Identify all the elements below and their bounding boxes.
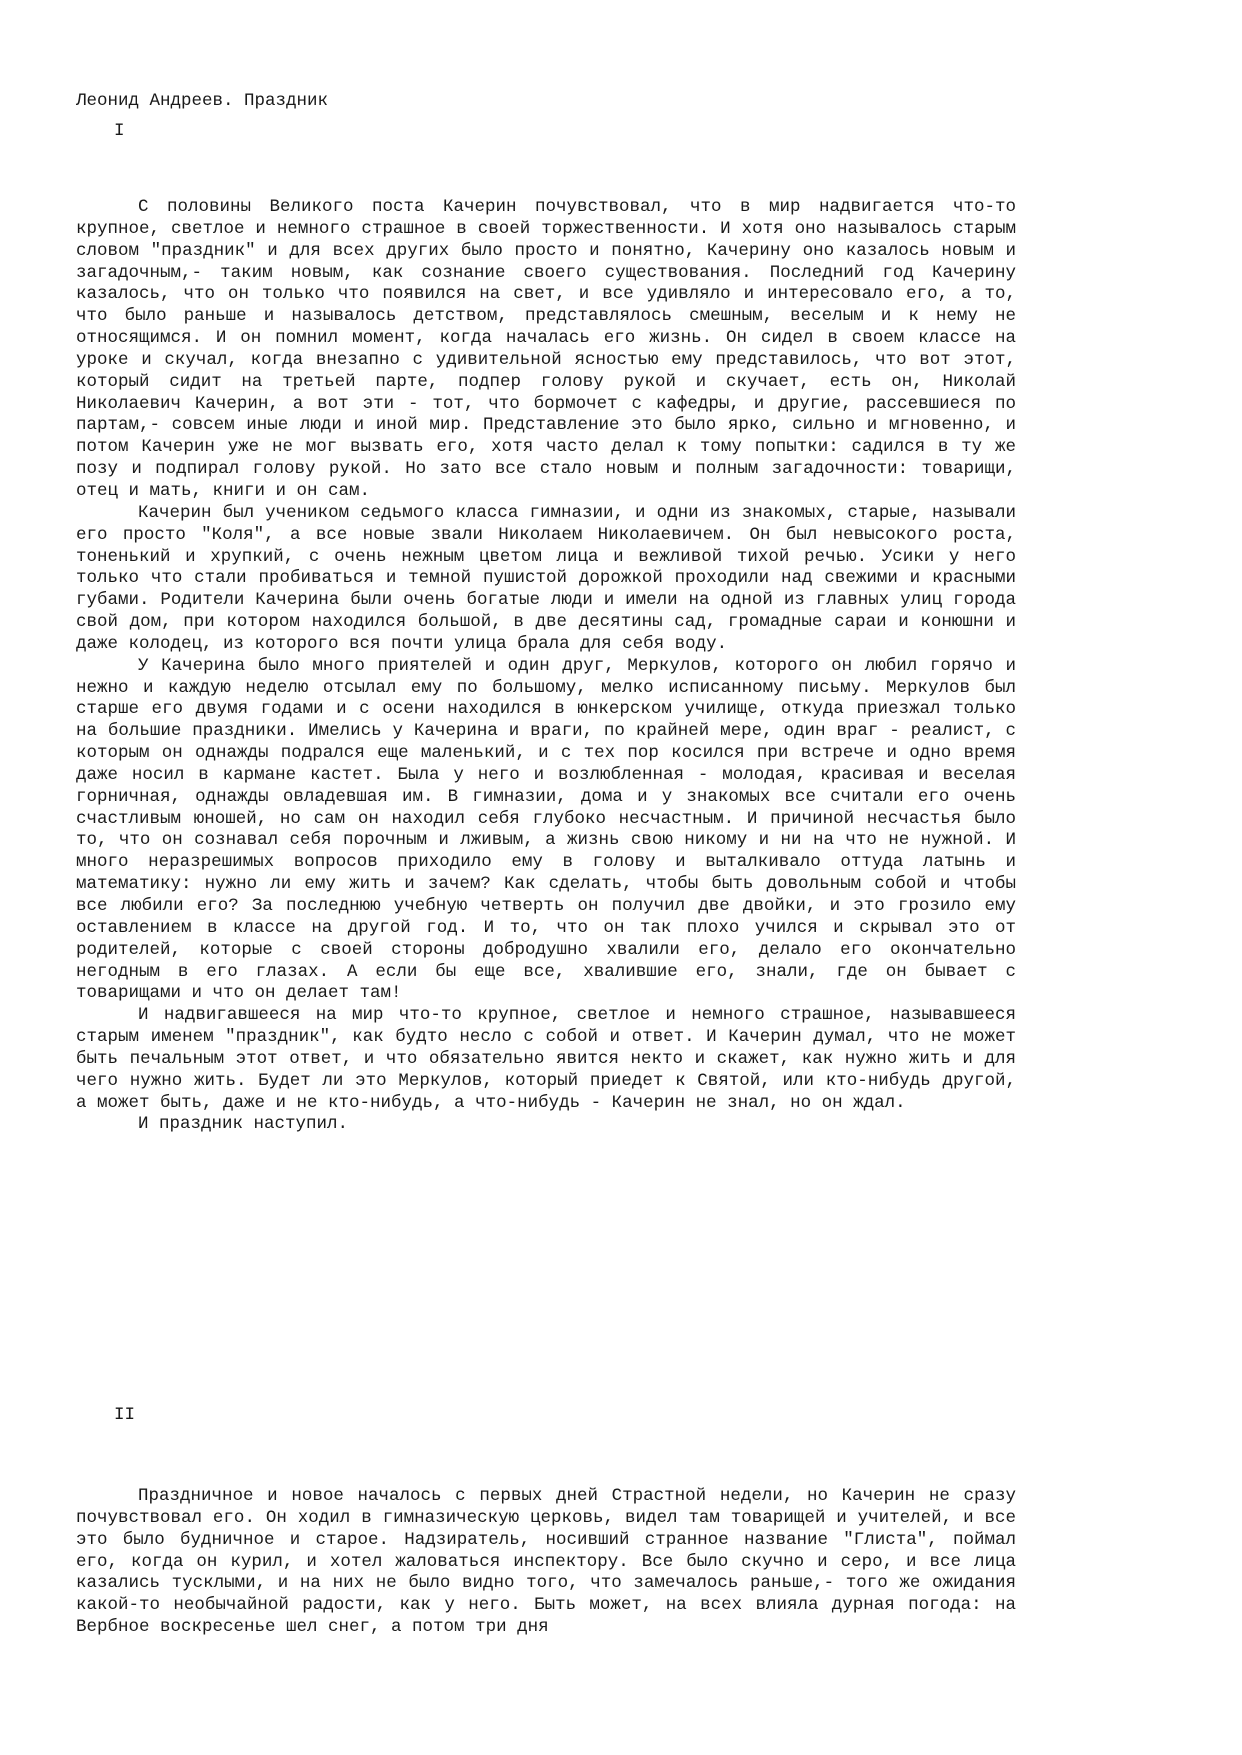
paragraph: Качерин был учеником седьмого класса гимназии, и одни из знакомых, старые, называли его просто "Коля", а все новые звали Николаем Николаевичем. Он был невысокого роста, тоненький и хрупкий, с очень нежным цветом лица и вежливой тихой речью. Усики у него только что стали пробиваться и темной пушистой дорожкой проходили над свежими и красными губами. Родители Качерина были очень богатые люди и имели на одной из главных улиц города свой дом, при котором находился большой, в две десятины сад, громадные сараи и конюшни и даже колодец, из которого вся почти улица брала для себя воду. [76, 502, 1016, 654]
paragraph: И надвигавшееся на мир что-то крупное, светлое и немного страшное, называвшееся старым именем "праздник", как будто несло с собой и ответ. И Качерин думал, что не может быть печальным этот ответ, и что обязательно явится некто и скажет, как нужно жить и для чего нужно жить. Будет ли это Меркулов, который приедет к Святой, или кто-нибудь другой, а может быть, даже и не кто-нибудь, а что-нибудь - Качерин не знал, но он ждал. [76, 1005, 1016, 1113]
paragraph: У Качерина было много приятелей и один друг, Меркулов, которого он любил горячо и нежно и каждую неделю отсылал ему по большому, мелко исписанному письму. Меркулов был старше его двумя годами и с осени находился в юнкерском училище, откуда приезжал только на большие праздники. Имелись у Качерина и враги, по крайней мере, один враг - реалист, с которым он однажды подрался еще маленький, и с тех пор косился при встрече и одно время даже носил в кармане кастет. Была у него и возлюбленная - молодая, красивая и веселая горничная, однажды овладевшая им. В гимназии, дома и у знакомых все считали его очень счастливым юношей, но сам он находил себя глубоко несчастным. И причиной несчастья было то, что он сознавал себя порочным и лживым, а жизнь свою никому и ни на что не нужной. И много неразрешимых вопросов приходило ему в голову и выталкивало оттуда латынь и математику: нужно ли ему жить и зачем? Как сделать, чтобы быть довольным собой и чтобы все любили его? За последнюю учебную четверть он получил две двойки, и это грозило ему оставлением в классе на другой год. И то, что он так плохо учился и скрывал это от родителей, которые с своей стороны добродушно хвалили его, делало его окончательно негодным в его глазах. А если бы еще все, хвалившие его, знали, где он бывает с товарищами и что он делает там! [76, 655, 1016, 1004]
document-title: Леонид Андреев. Праздник [76, 91, 329, 111]
paragraph: И праздник наступил. [138, 1114, 349, 1135]
chapter-heading: I [114, 121, 125, 141]
chapter-text [76, 197, 1016, 1136]
paragraph: С половины Великого поста Качерин почувствовал, что в мир надвигается что-то крупное, светлое и немного страшное в своей торжественности. И хотя оно называлось старым словом "праздник" и для всех других было просто и понятно, Качерину оно казалось новым и загадочным,- таким новым, как сознание своего существования. Последний год Качерину казалось, что он только что появился на свет, и все удивляло и интересовало его, а то, что было раньше и называлось детством, представлялось смешным, веселым и к нему не относящимся. И он помнил момент, когда началась его жизнь. Он сидел в своем классе на уроке и скучал, когда внезапно с удивительной ясностью ему представилось, что вот этот, который сидит на третьей парте, подпер голову рукой и скучает, есть он, Николай Николаевич Качерин, а вот эти - тот, что бормочет с кафедры, и другие, рассевшиеся по партам,- совсем иные люди и иной мир. Представление это было ярко, сильно и мгновенно, и потом Качерин уже не мог вызвать его, хотя часто делал к тому попытки: садился в ту же позу и подпирал голову рукой. Но зато все стало новым и полным загадочности: товарищи, отец и мать, книги и он сам. [76, 197, 1016, 501]
chapter-heading: II [114, 1405, 136, 1425]
paragraph: Праздничное и новое началось с первых дней Страстной недели, но Качерин не сразу почувствовал его. Он ходил в гимназическую церковь, видел там товарищей и учителей, и все это было будничное и старое. Надзиратель, носивший странное название "Глиста", поймал его, когда он курил, и хотел жаловаться инспектору. Все было скучно и серо, и все лица казались тусклыми, и на них не было видно того, что замечалось раньше,- того же ожидания какой-то необычайной радости, как у него. Быть может, на всех влияла дурная погода: на Вербное воскресенье шел снег, а потом три дня [76, 1486, 1016, 1638]
chapter-text [76, 1486, 1016, 1639]
